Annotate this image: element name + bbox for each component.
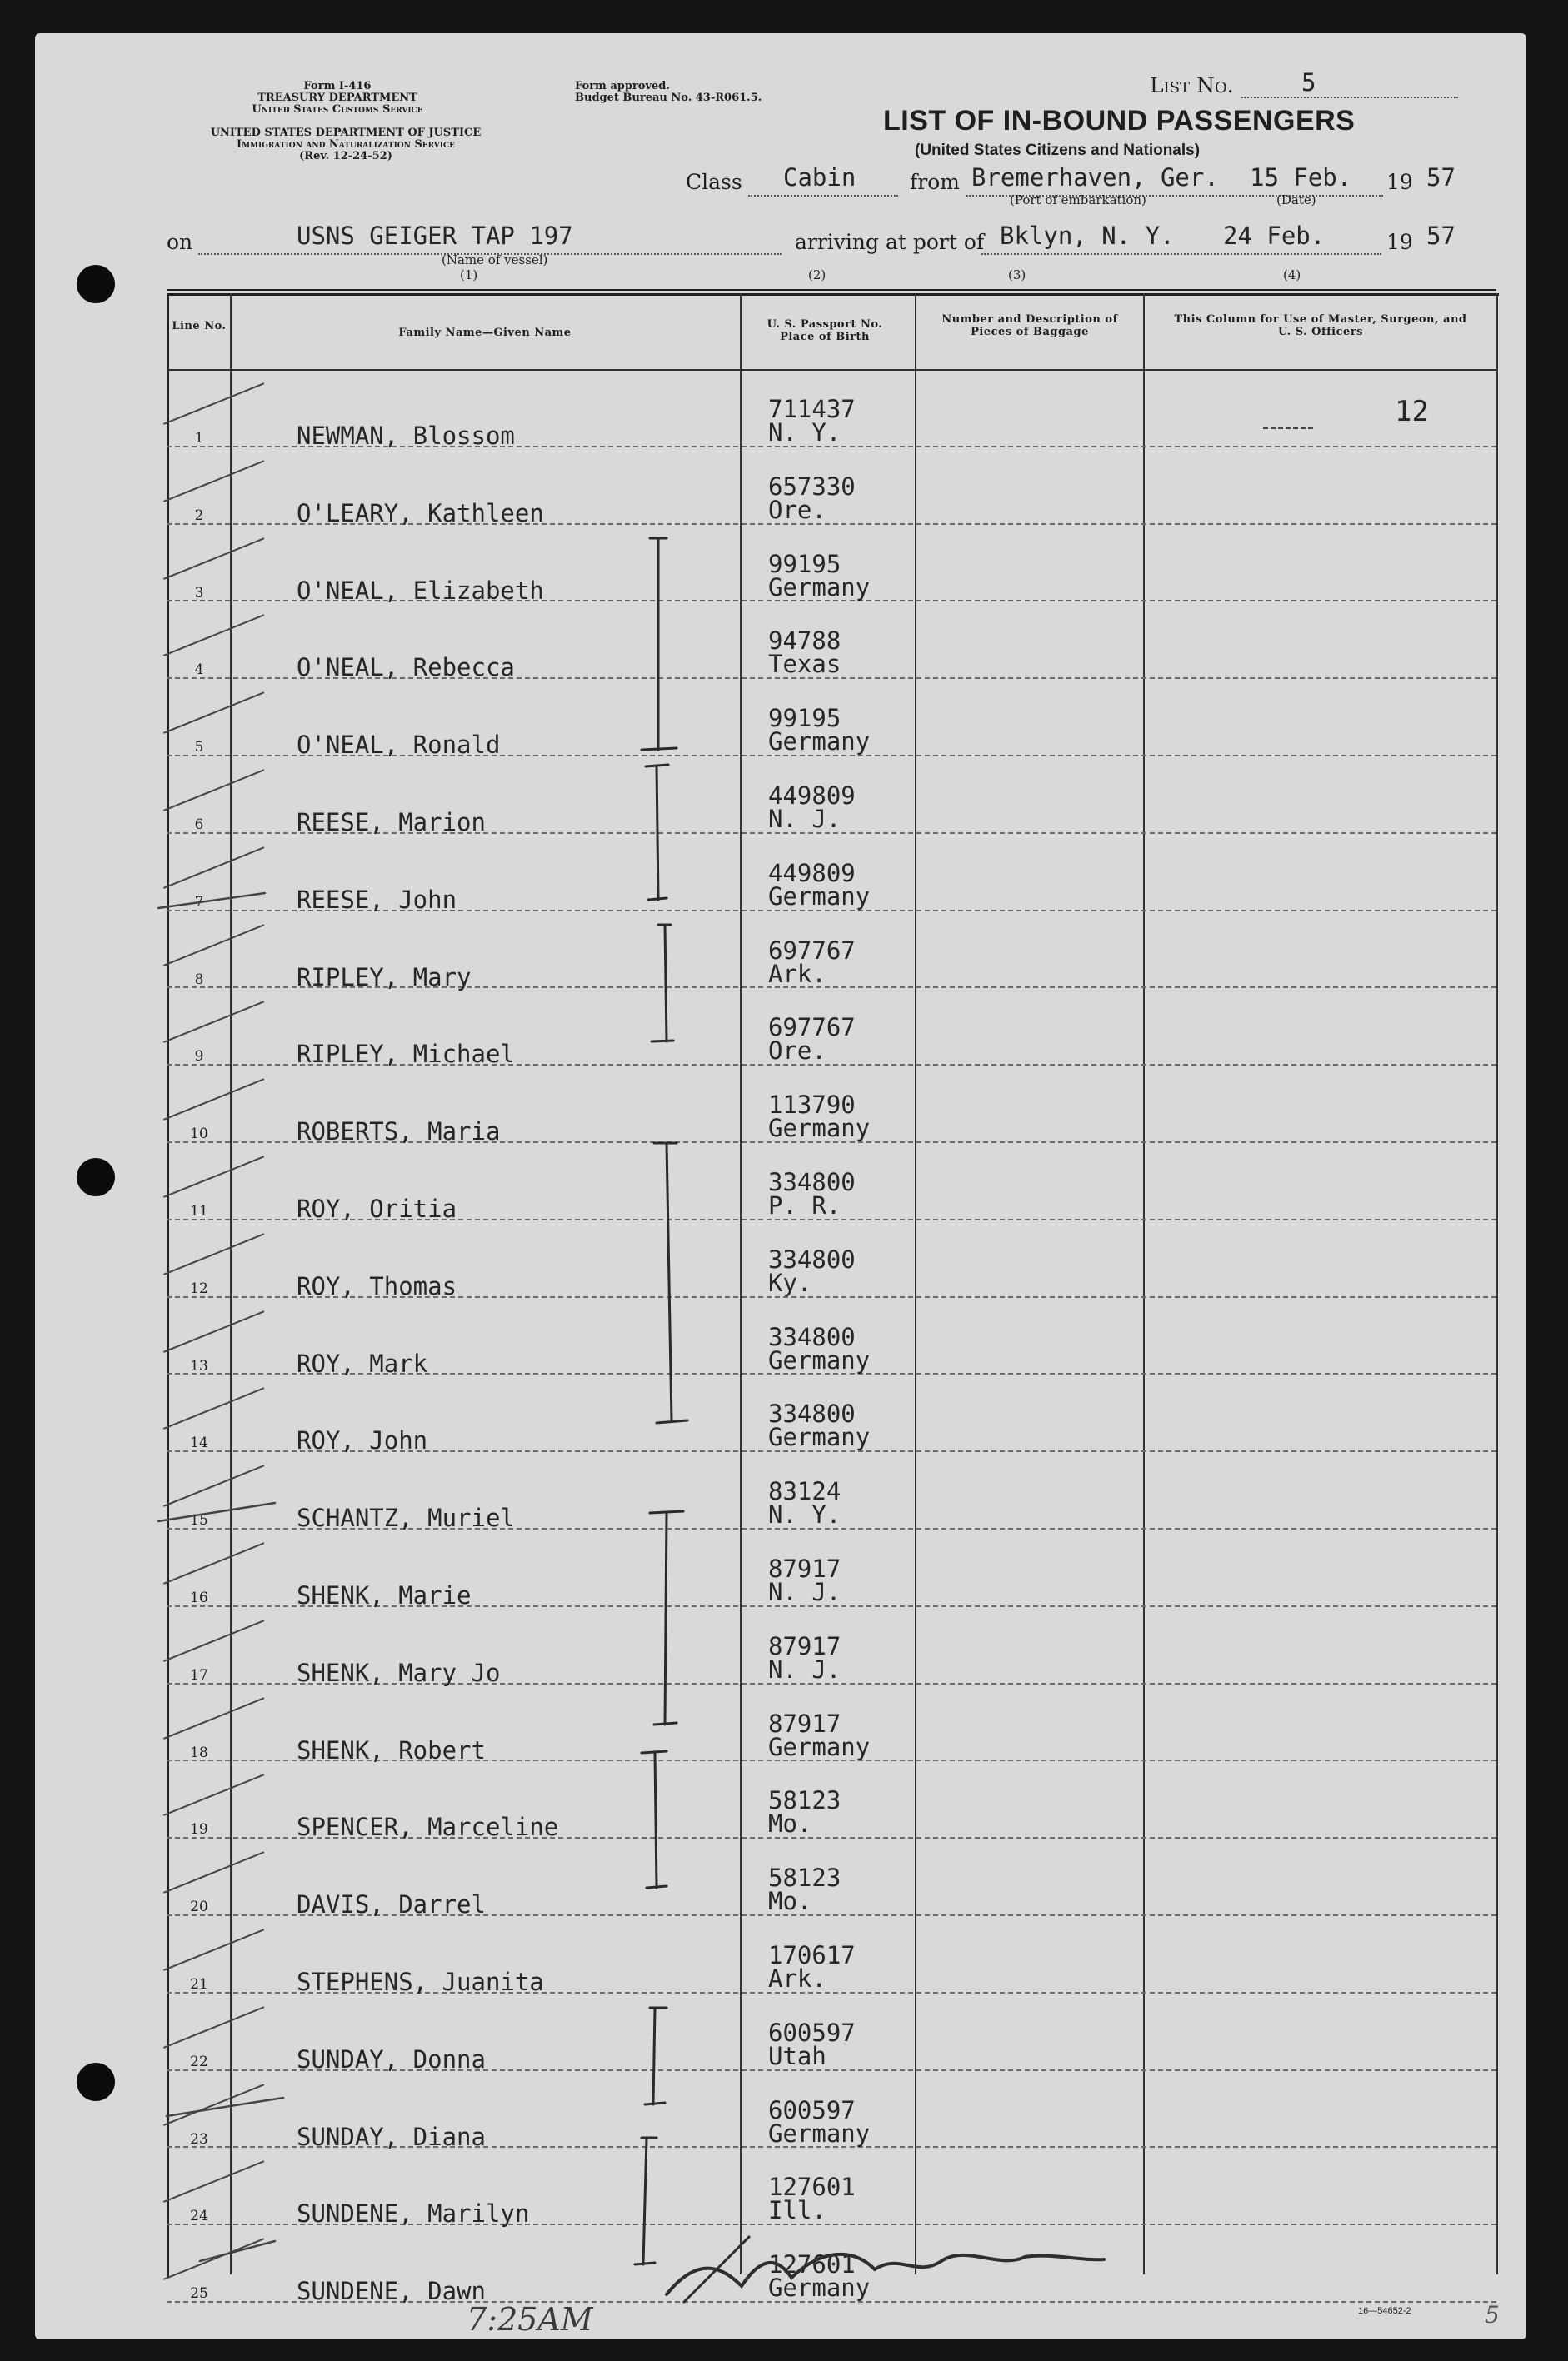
- place-of-birth: Germany: [768, 1732, 871, 1761]
- passenger-name: SUNDENE, Dawn: [297, 2277, 486, 2306]
- row-line-number: 25: [190, 2285, 208, 2303]
- bracket-mark: [652, 925, 673, 1041]
- row-line-number: 20: [190, 1899, 208, 1916]
- row-line-number: 15: [190, 1512, 208, 1530]
- justice-dept: UNITED STATES DEPARTMENT OF JUSTICE: [210, 127, 482, 139]
- from-label: from: [910, 170, 960, 194]
- passenger-name: O'NEAL, Rebecca: [297, 653, 515, 682]
- passport-number: 58123: [768, 1864, 841, 1893]
- place-of-birth: Germany: [768, 1345, 871, 1375]
- bracket-mark: [642, 1751, 667, 1888]
- bracket-mark: [646, 765, 668, 900]
- col-num-2: (2): [808, 267, 826, 282]
- passenger-name: ROY, John: [297, 1426, 428, 1455]
- passport-number: 99195: [768, 549, 841, 578]
- row-line-number: 16: [190, 1590, 208, 1606]
- col-num-3: (3): [1008, 267, 1026, 282]
- row-line-number: 3: [194, 584, 204, 601]
- date-value: 15 Feb.: [1250, 163, 1352, 192]
- col-header-name: Family Name—Given Name: [398, 327, 572, 339]
- list-no-label: List No.: [1150, 73, 1234, 97]
- from-value: Bremerhaven, Ger.: [971, 163, 1219, 192]
- tick-mark: [158, 893, 265, 908]
- passport-number: 334800: [768, 1322, 856, 1351]
- passenger-name: O'LEARY, Kathleen: [297, 498, 544, 527]
- print-code: 16—54652-2: [1358, 2306, 1411, 2316]
- row-line-number: 4: [194, 661, 204, 679]
- arrival-port: Bklyn, N. Y.: [1000, 222, 1175, 250]
- place-of-birth: Germany: [768, 2119, 871, 2148]
- passport-number: 697767: [768, 1013, 856, 1042]
- row-line-number: 17: [190, 1666, 208, 1684]
- vessel-caption: (Name of vessel): [442, 252, 548, 267]
- passenger-name: SHENK, Mary Jo: [297, 1658, 501, 1687]
- place-of-birth: Ark.: [768, 959, 826, 988]
- bracket-mark: [645, 2008, 667, 2104]
- row-line-number: 21: [190, 1976, 208, 1993]
- place-of-birth: N. J.: [768, 805, 841, 833]
- page-mark: 5: [1485, 2301, 1500, 2329]
- passport-number: 58123: [768, 1786, 841, 1815]
- place-of-birth: Germany: [768, 1423, 871, 1452]
- place-of-birth: P. R.: [768, 1191, 841, 1220]
- passport-number: 127601: [768, 2173, 856, 2202]
- tick-mark: [200, 2241, 275, 2261]
- form-number: Form I-416: [303, 80, 372, 92]
- passport-number: 334800: [768, 1400, 856, 1429]
- on-label: on: [167, 230, 193, 254]
- passport-number: 334800: [768, 1168, 856, 1196]
- passenger-name: SPENCER, Marceline: [297, 1813, 559, 1842]
- place-of-birth: N. J.: [768, 1655, 841, 1684]
- passenger-name: O'NEAL, Ronald: [297, 731, 501, 760]
- passenger-name: ROY, Oritia: [297, 1195, 457, 1223]
- officer-note: 12: [1395, 395, 1429, 428]
- passenger-name: RIPLEY, Mary: [297, 962, 472, 991]
- ins: Immigration and Naturalization Service: [236, 138, 455, 151]
- passport-number: 657330: [768, 472, 856, 501]
- place-of-birth: Mo.: [768, 1887, 812, 1916]
- place-of-birth: Germany: [768, 572, 871, 601]
- row-line-number: 13: [190, 1357, 208, 1375]
- revision: (Rev. 12-24-52): [299, 150, 392, 162]
- col-header-passport: U. S. Passport No. Place of Birth: [767, 318, 883, 343]
- place-of-birth: Germany: [768, 881, 871, 911]
- place-of-birth: N. Y.: [768, 418, 841, 447]
- inspector-signature: [650, 2219, 1116, 2319]
- col-header-line-no: Line No.: [172, 320, 227, 332]
- place-of-birth: Ill.: [768, 2196, 826, 2225]
- row-line-number: 6: [194, 816, 204, 833]
- row-line-number: 23: [190, 2130, 208, 2148]
- row-line-number: 8: [194, 971, 204, 988]
- place-of-birth: Ark.: [768, 1964, 826, 1993]
- arrival-year-suffix: 57: [1426, 222, 1456, 250]
- passenger-name: SUNDAY, Donna: [297, 2044, 486, 2074]
- row-line-number: 12: [190, 1280, 208, 1297]
- bracket-mark: [654, 1143, 687, 1423]
- date-caption: (Date): [1276, 192, 1316, 207]
- passport-number: 170617: [768, 1941, 856, 1969]
- row-line-number: 1: [194, 430, 204, 447]
- passenger-name: ROBERTS, Maria: [297, 1117, 501, 1146]
- class-label: Class: [686, 170, 742, 194]
- passenger-name: SUNDENE, Marilyn: [297, 2199, 530, 2229]
- passport-number: 600597: [768, 2095, 856, 2124]
- form-approved: Form approved.: [575, 80, 670, 92]
- vessel-value: USNS GEIGER TAP 197: [297, 222, 573, 250]
- place-of-birth: Mo.: [768, 1809, 812, 1839]
- embark-caption: (Port of embarkation): [1010, 192, 1146, 207]
- passenger-name: RIPLEY, Michael: [297, 1040, 515, 1069]
- passenger-name: SHENK, Robert: [297, 1735, 486, 1765]
- col-header-baggage: Number and Description of Pieces of Baggage: [941, 313, 1118, 338]
- passport-number: 87917: [768, 1709, 841, 1738]
- place-of-birth: Germany: [768, 1114, 871, 1143]
- place-of-birth: N. J.: [768, 1578, 841, 1606]
- year-suffix: 57: [1426, 163, 1456, 192]
- tick-mark: [158, 1503, 275, 1521]
- time-note: 7:25AM: [467, 2301, 593, 2338]
- passport-number: 113790: [768, 1091, 856, 1120]
- passport-number: 711437: [768, 395, 856, 423]
- passport-number: 449809: [768, 781, 856, 810]
- bracket-mark: [650, 1511, 683, 1725]
- class-value: Cabin: [783, 163, 856, 192]
- page-subtitle: (United States Citizens and Nationals): [915, 142, 1201, 159]
- row-line-number: 11: [190, 1203, 208, 1220]
- place-of-birth: Germany: [768, 2274, 871, 2303]
- passenger-name: ROY, Thomas: [297, 1271, 457, 1300]
- bracket-mark: [642, 538, 677, 750]
- passenger-name: ROY, Mark: [297, 1349, 428, 1378]
- passport-number: 127601: [768, 2250, 856, 2279]
- passenger-name: SUNDAY, Diana: [297, 2122, 486, 2151]
- row-line-number: 19: [190, 1821, 208, 1839]
- passenger-name: NEWMAN, Blossom: [297, 422, 515, 450]
- passport-number: 87917: [768, 1555, 841, 1583]
- passport-number: 334800: [768, 1245, 856, 1274]
- row-line-number: 14: [190, 1435, 208, 1452]
- place-of-birth: Germany: [768, 727, 871, 756]
- arrival-year-prefix: 19: [1386, 230, 1413, 254]
- passport-number: 449809: [768, 858, 856, 887]
- place-of-birth: Texas: [768, 650, 841, 679]
- passenger-name: REESE, John: [297, 885, 457, 914]
- passenger-name: O'NEAL, Elizabeth: [297, 576, 544, 605]
- passenger-name: SCHANTZ, Muriel: [297, 1504, 515, 1533]
- col-num-1: (1): [460, 267, 478, 282]
- row-line-number: 22: [190, 2053, 208, 2070]
- place-of-birth: Utah: [768, 2041, 826, 2070]
- passenger-name: STEPHENS, Juanita: [297, 1968, 544, 1996]
- list-no-value: 5: [1301, 68, 1316, 97]
- department: TREASURY DEPARTMENT: [257, 92, 417, 104]
- place-of-birth: Ore.: [768, 1036, 826, 1066]
- place-of-birth: N. Y.: [768, 1500, 841, 1530]
- passport-number: 83124: [768, 1477, 841, 1506]
- passport-number: 99195: [768, 704, 841, 733]
- passport-number: 87917: [768, 1631, 841, 1660]
- place-of-birth: Ore.: [768, 495, 826, 524]
- year-prefix: 19: [1386, 170, 1413, 194]
- passenger-name: REESE, Marion: [297, 808, 486, 836]
- passport-number: 697767: [768, 936, 856, 965]
- col-num-4: (4): [1283, 267, 1301, 282]
- col-header-officers: This Column for Use of Master, Surgeon, and U. S. Officers: [1174, 313, 1467, 338]
- place-of-birth: Ky.: [768, 1268, 812, 1297]
- tick-mark: [167, 2098, 283, 2116]
- row-line-number: 5: [194, 739, 204, 756]
- passport-number: 600597: [768, 2018, 856, 2047]
- row-line-number: 18: [190, 1744, 208, 1761]
- row-line-number: 9: [194, 1048, 204, 1066]
- row-line-number: 2: [194, 507, 204, 524]
- arriving-label: arriving at port of: [795, 230, 985, 254]
- passenger-name: SHENK, Marie: [297, 1581, 472, 1610]
- row-line-number: 10: [190, 1126, 208, 1143]
- page-title: LIST OF IN-BOUND PASSENGERS: [883, 105, 1356, 137]
- service: United States Customs Service: [252, 103, 423, 116]
- row-line-number: 7: [194, 893, 204, 911]
- budget-bureau: Budget Bureau No. 43-R061.5.: [575, 92, 762, 104]
- passport-number: 94788: [768, 626, 841, 656]
- passenger-name: DAVIS, Darrel: [297, 1890, 486, 1919]
- arrival-date: 24 Feb.: [1223, 222, 1326, 250]
- row-line-number: 24: [190, 2208, 208, 2225]
